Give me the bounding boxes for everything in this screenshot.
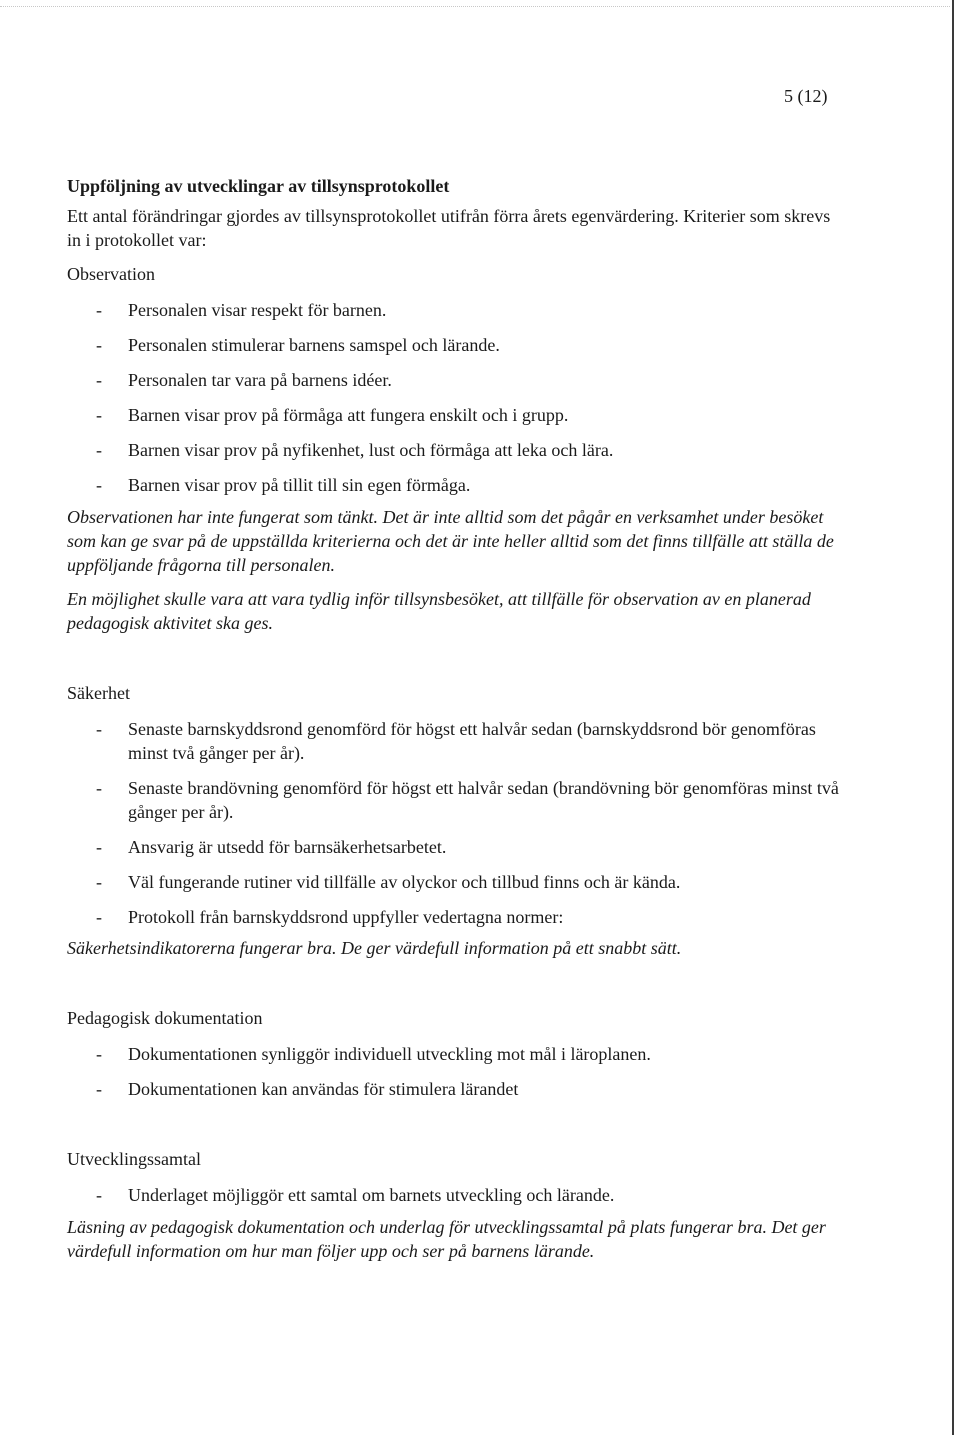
list-item-text: Barnen visar prov på förmåga att fungera enskilt och i grupp.	[128, 405, 569, 425]
list-item	[67, 1042, 847, 1066]
observation-suggestion: En möjlighet skulle vara att vara tydlig inför tillsynsbesöket, att tillfälle för observation av en planerad pedagogisk aktivitet ska ges.	[67, 589, 811, 633]
observation-assessment: Observationen har inte fungerat som tänkt. Det är inte alltid som det pågår en verksamhet under besöket som kan ge svar på de uppställda kriterierna och det är inte heller alltid som det finns tillfälle att ställa de uppföljande frågorna till personalen.	[67, 507, 834, 575]
list-item-text: Väl fungerande rutiner vid tillfälle av olyckor och tillbud finns och är kända.	[128, 872, 681, 892]
list-item-text: Senaste barnskyddsrond genomförd för högst ett halvår sedan (barnskyddsrond bör genomföras minst två gånger per år).	[128, 719, 816, 763]
list-item	[67, 1183, 847, 1207]
document-body	[67, 174, 847, 1263]
dash-marker: -	[96, 300, 102, 320]
section-heading: Uppföljning av utvecklingar av tillsynsprotokollet	[67, 176, 450, 196]
observation-criteria-list	[67, 298, 847, 497]
dash-marker: -	[96, 335, 102, 355]
dash-marker: -	[96, 475, 102, 495]
dash-marker: -	[96, 778, 102, 798]
list-item-text: Personalen stimulerar barnens samspel och lärande.	[128, 335, 500, 355]
sakerhet-criteria-list	[67, 717, 847, 929]
list-item-text: Underlaget möjliggör ett samtal om barnets utveckling och lärande.	[128, 1185, 615, 1205]
dash-marker: -	[96, 405, 102, 425]
list-item	[67, 835, 847, 859]
observation-section	[67, 262, 847, 635]
dash-marker: -	[96, 719, 102, 739]
dash-marker: -	[96, 1079, 102, 1099]
list-item	[67, 870, 847, 894]
dash-marker: -	[96, 837, 102, 857]
list-item-text: Personalen tar vara på barnens idéer.	[128, 370, 392, 390]
list-item	[67, 905, 847, 929]
list-item	[67, 298, 847, 322]
list-item-text: Protokoll från barnskyddsrond uppfyller vedertagna normer:	[128, 907, 564, 927]
list-item	[67, 333, 847, 357]
dash-marker: -	[96, 370, 102, 390]
page-number: 5 (12)	[784, 86, 828, 106]
utvecklingssamtal-label: Utvecklingssamtal	[67, 1149, 201, 1169]
list-item-text: Barnen visar prov på nyfikenhet, lust och förmåga att leka och lära.	[128, 440, 614, 460]
list-item	[67, 776, 847, 824]
list-item-text: Dokumentationen kan användas för stimulera lärandet	[128, 1079, 519, 1099]
observation-label: Observation	[67, 264, 155, 284]
sakerhet-section	[67, 681, 847, 960]
list-item	[67, 473, 847, 497]
list-item-text: Barnen visar prov på tillit till sin egen förmåga.	[128, 475, 471, 495]
list-item	[67, 438, 847, 462]
scan-edge-dots	[0, 6, 950, 8]
pedagogisk-section	[67, 1006, 847, 1101]
sakerhet-label: Säkerhet	[67, 683, 130, 703]
list-item-text: Senaste brandövning genomförd för högst ett halvår sedan (brandövning bör genomföras minst två gånger per år).	[128, 778, 839, 822]
dash-marker: -	[96, 1044, 102, 1064]
list-item	[67, 403, 847, 427]
dash-marker: -	[96, 872, 102, 892]
list-item-text: Ansvarig är utsedd för barnsäkerhetsarbetet.	[128, 837, 447, 857]
dash-marker: -	[96, 907, 102, 927]
dash-marker: -	[96, 1185, 102, 1205]
list-item-text: Dokumentationen synliggör individuell utveckling mot mål i läroplanen.	[128, 1044, 651, 1064]
utvecklingssamtal-section	[67, 1147, 847, 1263]
sakerhet-assessment: Säkerhetsindikatorerna fungerar bra. De ger värdefull information på ett snabbt sätt.	[67, 938, 682, 958]
list-item	[67, 368, 847, 392]
list-item	[67, 1077, 847, 1101]
pedagogisk-label: Pedagogisk dokumentation	[67, 1008, 263, 1028]
list-item-text: Personalen visar respekt för barnen.	[128, 300, 387, 320]
dash-marker: -	[96, 440, 102, 460]
utvecklingssamtal-criteria-list	[67, 1183, 847, 1207]
utvecklingssamtal-assessment: Läsning av pedagogisk dokumentation och underlag för utvecklingssamtal på plats fungerar bra. Det ger värdefull information om hur man följer upp och ser på barnens lärande.	[67, 1217, 826, 1261]
page-edge-rule	[952, 0, 954, 1435]
pedagogisk-criteria-list	[67, 1042, 847, 1101]
intro-paragraph: Ett antal förändringar gjordes av tillsynsprotokollet utifrån förra årets egenvärdering. Kriterier som skrevs in i protokollet var:	[67, 206, 831, 250]
list-item	[67, 717, 847, 765]
